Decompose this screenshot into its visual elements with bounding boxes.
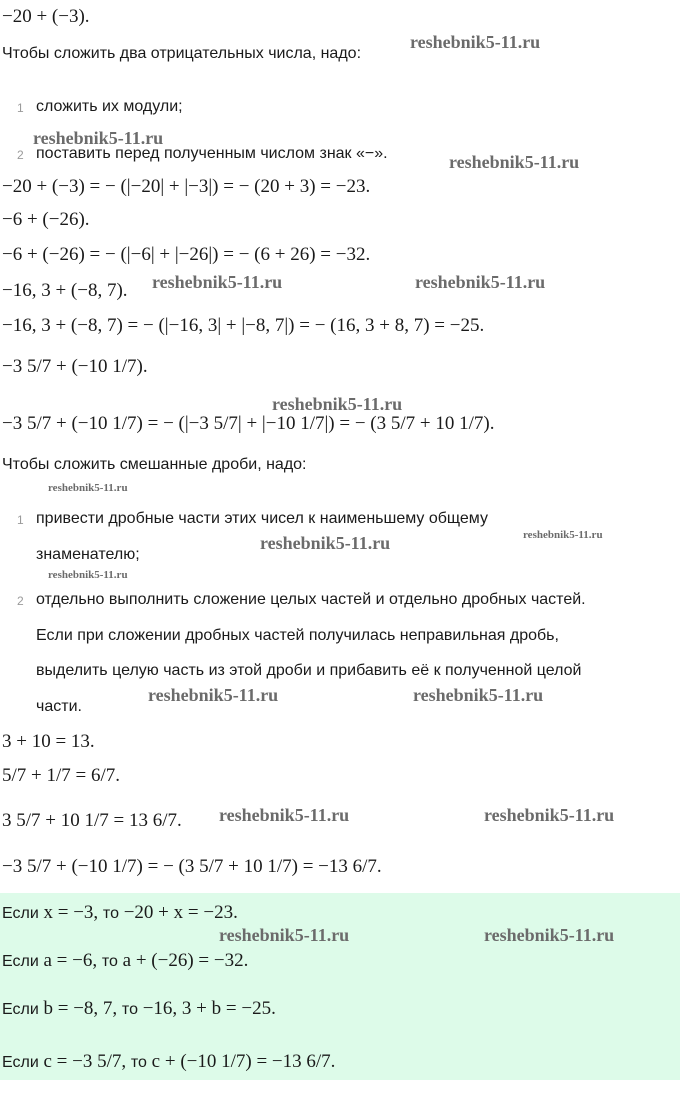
answer-box <box>0 893 680 1080</box>
answer-4-expr: c + (−10 1/7) = −13 6/7. <box>151 1051 336 1072</box>
answer-4 <box>2 1051 335 1073</box>
answer-4-mid: то <box>130 1054 147 1071</box>
rule2-item-1-num: 1 <box>17 513 24 527</box>
watermark: reshebnik5-11.ru <box>415 272 546 292</box>
answer-2 <box>2 950 248 972</box>
expr-11: 3 5/7 + 10 1/7 = 13 6/7. <box>2 810 182 831</box>
answer-4-cond: c = −3 5/7, <box>43 1051 127 1072</box>
expr-8: −3 5/7 + (−10 1/7) = − (|−3 5/7| + |−10 1/7|) = − (3 5/7 + 10 1/7). <box>2 413 495 434</box>
rule1-item-2: поставить перед полученным числом знак «−». <box>36 145 388 162</box>
rule2-item-2-line3: выделить целую часть из этой дроби и прибавить её к полученной целой <box>36 662 582 679</box>
watermark: reshebnik5-11.ru <box>272 394 403 414</box>
rule2-item-2-line2: Если при сложении дробных частей получилась неправильная дробь, <box>36 627 559 644</box>
answer-2-prefix: Если <box>2 953 39 970</box>
rule1-intro: Чтобы сложить два отрицательных числа, надо: <box>2 45 362 62</box>
watermark: reshebnik5-11.ru <box>152 272 283 292</box>
answer-3-expr: −16, 3 + b = −25. <box>142 998 276 1019</box>
answer-2-mid: то <box>101 953 118 970</box>
expr-12: −3 5/7 + (−10 1/7) = − (3 5/7 + 10 1/7) = −13 6/7. <box>2 856 382 877</box>
expr-10: 5/7 + 1/7 = 6/7. <box>2 765 121 786</box>
watermark: reshebnik5-11.ru <box>449 152 580 172</box>
answer-2-expr: a + (−26) = −32. <box>122 950 249 971</box>
watermark: reshebnik5-11.ru <box>48 569 128 581</box>
rule1-item-2-num: 2 <box>17 148 24 162</box>
watermark: reshebnik5-11.ru <box>523 529 603 541</box>
expr-1: −20 + (−3). <box>2 6 90 27</box>
watermark: reshebnik5-11.ru <box>484 805 615 825</box>
watermark: reshebnik5-11.ru <box>410 32 541 52</box>
expr-6: −16, 3 + (−8, 7) = − (|−16, 3| + |−8, 7|) = − (16, 3 + 8, 7) = −25. <box>2 315 485 336</box>
rule2-item-1-line1: привести дробные части этих чисел к наименьшему общему <box>36 510 488 527</box>
watermark: reshebnik5-11.ru <box>413 685 544 705</box>
answer-3-prefix: Если <box>2 1001 39 1018</box>
rule2-item-2-num: 2 <box>17 594 24 608</box>
watermark: reshebnik5-11.ru <box>33 128 164 148</box>
watermark: reshebnik5-11.ru <box>260 533 391 553</box>
watermark: reshebnik5-11.ru <box>219 805 350 825</box>
watermark: reshebnik5-11.ru <box>484 925 615 945</box>
rule2-item-1-line2: знаменателю; <box>36 546 140 563</box>
expr-2: −20 + (−3) = − (|−20| + |−3|) = − (20 + 3) = −23. <box>2 176 371 197</box>
rule2-item-2-line4: части. <box>36 698 82 715</box>
answer-3 <box>2 998 276 1020</box>
rule1-item-1: сложить их модули; <box>36 98 183 115</box>
watermark: reshebnik5-11.ru <box>48 482 128 494</box>
expr-4: −6 + (−26) = − (|−6| + |−26|) = − (6 + 26) = −32. <box>2 244 371 265</box>
rule1-item-1-num: 1 <box>17 101 24 115</box>
answer-2-cond: a = −6, <box>43 950 98 971</box>
rule2-item-2-line1: отдельно выполнить сложение целых частей и отдельно дробных частей. <box>36 591 586 608</box>
answer-1 <box>2 902 238 924</box>
watermark: reshebnik5-11.ru <box>148 685 279 705</box>
answer-4-prefix: Если <box>2 1054 39 1071</box>
answer-1-mid: то <box>102 905 119 922</box>
expr-3: −6 + (−26). <box>2 209 90 230</box>
answer-1-cond: x = −3, <box>43 902 99 923</box>
rule2-intro: Чтобы сложить смешанные дроби, надо: <box>2 456 307 473</box>
expr-5: −16, 3 + (−8, 7). <box>2 280 128 301</box>
watermark: reshebnik5-11.ru <box>219 925 350 945</box>
answer-1-expr: −20 + x = −23. <box>123 902 238 923</box>
answer-3-cond: b = −8, 7, <box>43 998 118 1019</box>
expr-7: −3 5/7 + (−10 1/7). <box>2 356 148 377</box>
answer-1-prefix: Если <box>2 905 39 922</box>
expr-9: 3 + 10 = 13. <box>2 731 95 752</box>
answer-3-mid: то <box>121 1001 138 1018</box>
